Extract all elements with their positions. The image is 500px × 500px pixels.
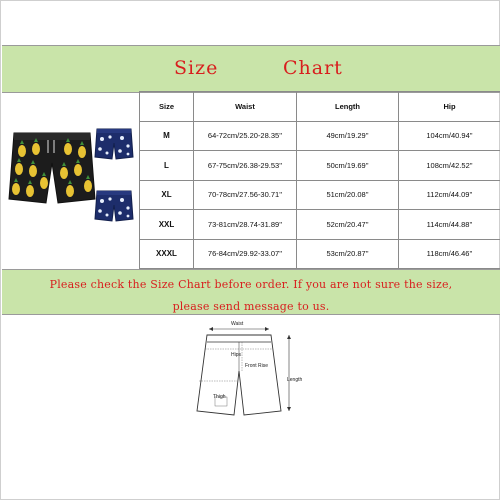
waist-cell: 70-78cm/27.56-30.71'' xyxy=(194,180,297,210)
size-table-zone xyxy=(2,91,500,269)
length-cell: 51cm/20.08'' xyxy=(297,180,399,210)
diagram-label-hips: Hips xyxy=(231,352,242,358)
notice-band xyxy=(2,269,500,315)
notice-line-2: please send message to us. xyxy=(172,300,330,313)
hip-cell: 114cm/44.88'' xyxy=(399,210,500,240)
table-row xyxy=(140,121,500,151)
hip-cell: 118cm/46.46'' xyxy=(399,239,500,269)
column-header-hip: Hip xyxy=(399,92,500,122)
kid-shorts-top-icon xyxy=(95,129,133,159)
hip-cell: 108cm/42.52'' xyxy=(399,151,500,181)
table-row xyxy=(140,239,500,269)
diagram-label-length: Length xyxy=(287,377,303,383)
size-cell: XL xyxy=(140,180,194,210)
title-band xyxy=(2,45,500,93)
waist-cell: 73-81cm/28.74-31.89'' xyxy=(194,210,297,240)
table-header-row xyxy=(140,92,500,122)
waist-cell: 67-75cm/26.38-29.53'' xyxy=(194,151,297,181)
table-row xyxy=(140,151,500,181)
waist-cell: 76-84cm/29.92-33.07'' xyxy=(194,239,297,269)
shorts-photo-icon xyxy=(2,91,139,269)
kid-shorts-bottom-icon xyxy=(95,191,133,221)
diagram-label-front-rise: Front Rise xyxy=(245,363,269,369)
size-cell: XXL xyxy=(140,210,194,240)
notice-line-1: Please check the Size Chart before order. If you are not sure the size, xyxy=(49,278,453,291)
column-header-size: Size xyxy=(140,92,194,122)
hip-cell: 112cm/44.09'' xyxy=(399,180,500,210)
waist-cell: 64-72cm/25.20-28.35'' xyxy=(194,121,297,151)
size-cell: L xyxy=(140,151,194,181)
length-cell: 50cm/19.69'' xyxy=(297,151,399,181)
diagram-label-waist: Waist xyxy=(231,321,244,327)
column-header-waist: Waist xyxy=(194,92,297,122)
shorts-outline-icon xyxy=(191,319,311,489)
hip-cell: 104cm/40.94'' xyxy=(399,121,500,151)
length-cell: 49cm/19.29'' xyxy=(297,121,399,151)
product-photo xyxy=(2,91,140,269)
diagram-label-thigh: Thigh xyxy=(213,394,226,400)
size-cell: XXXL xyxy=(140,239,194,269)
size-cell: M xyxy=(140,121,194,151)
length-cell: 53cm/20.87'' xyxy=(297,239,399,269)
title-size: Size xyxy=(174,57,219,79)
adult-shorts-icon xyxy=(9,133,95,203)
table-row xyxy=(140,210,500,240)
table-row xyxy=(140,180,500,210)
measurement-diagram xyxy=(191,319,311,489)
column-header-length: Length xyxy=(297,92,399,122)
title-chart: Chart xyxy=(283,57,343,79)
size-table xyxy=(139,91,500,269)
length-cell: 52cm/20.47'' xyxy=(297,210,399,240)
